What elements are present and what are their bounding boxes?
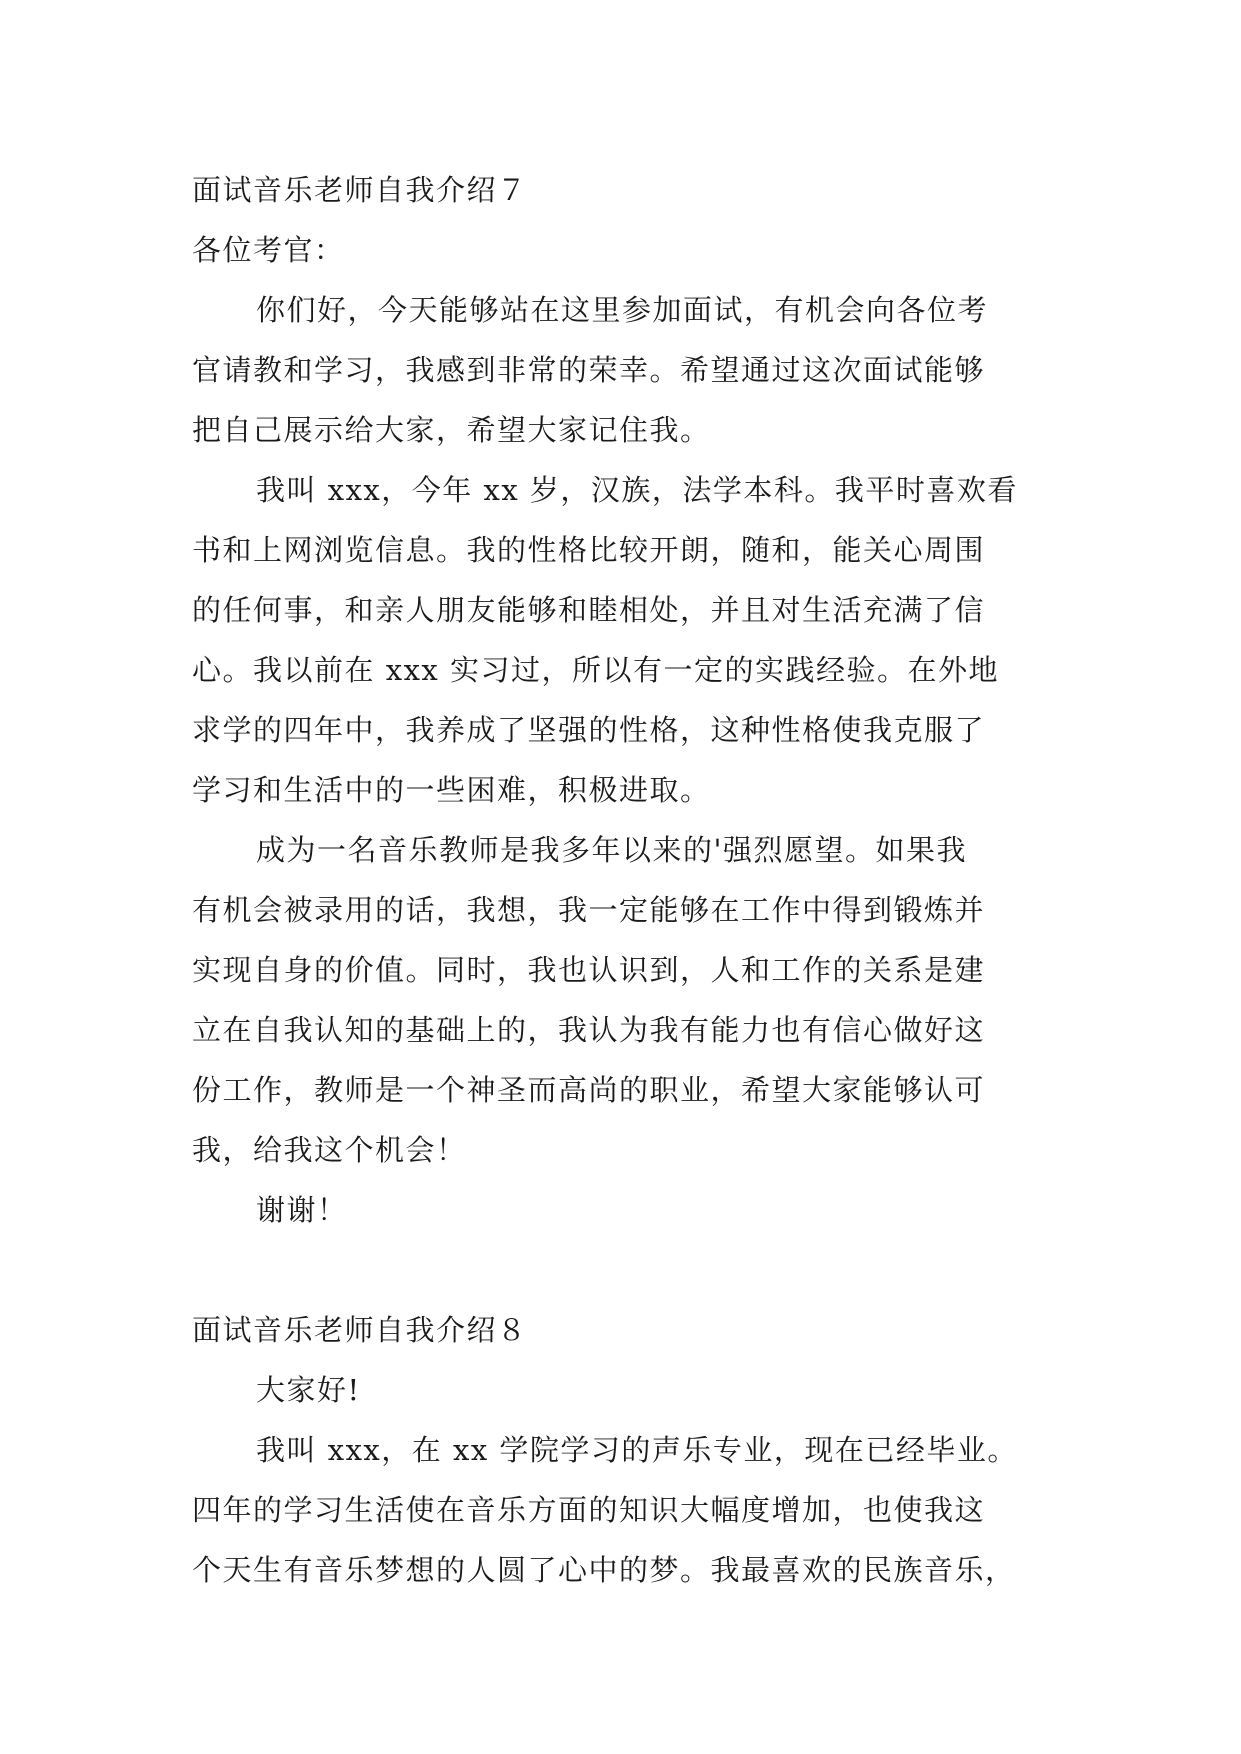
- text-line: 四年的学习生活使在音乐方面的知识大幅度增加，也使我这: [192, 1493, 986, 1527]
- text-line: 实现自身的价值。同时，我也认识到，人和工作的关系是建: [192, 953, 986, 987]
- text-line: 心。我以前在 xxx 实习过，所以有一定的实践经验。在外地: [192, 653, 1000, 687]
- text-line: 我叫 xxx，今年 xx 岁，汉族，法学本科。我平时喜欢看: [256, 473, 1018, 507]
- text-line: 学习和生活中的一些困难，积极进取。: [192, 773, 711, 807]
- section-8-paragraph-1: [192, 1420, 1052, 1600]
- text-line: 你们好，今天能够站在这里参加面试，有机会向各位考: [256, 293, 989, 327]
- text-line: 有机会被录用的话，我想，我一定能够在工作中得到锻炼并: [192, 893, 986, 927]
- document-page: [192, 160, 1052, 1600]
- text-line: 的任何事，和亲人朋友能够和睦相处，并且对生活充满了信: [192, 593, 986, 627]
- text-line: 个天生有音乐梦想的人圆了心中的梦。我最喜欢的民族音乐，: [192, 1553, 1016, 1587]
- section-8-greeting: 大家好!: [256, 1373, 361, 1407]
- section-7-salutation: 各位考官：: [192, 233, 345, 267]
- section-8-title: 面试音乐老师自我介绍８: [192, 1313, 528, 1347]
- section-7-paragraph-3: [192, 820, 1052, 1180]
- text-line: 书和上网浏览信息。我的性格比较开朗，随和，能关心周围: [192, 533, 986, 567]
- text-line: 把自己展示给大家，希望大家记住我。: [192, 413, 711, 447]
- text-line: 官请教和学习，我感到非常的荣幸。希望通过这次面试能够: [192, 353, 986, 387]
- text-line: 成为一名音乐教师是我多年以来的'强烈愿望。如果我: [256, 833, 967, 867]
- section-7-title: 面试音乐老师自我介绍７: [192, 173, 528, 207]
- text-line: 立在自我认知的基础上的，我认为我有能力也有信心做好这: [192, 1013, 986, 1047]
- section-7-paragraph-2: [192, 460, 1052, 820]
- section-7-closing: 谢谢！: [256, 1193, 348, 1227]
- text-line: 我叫 xxx，在 xx 学院学习的声乐专业，现在已经毕业。: [256, 1433, 1018, 1467]
- text-line: 求学的四年中，我养成了坚强的性格，这种性格使我克服了: [192, 713, 986, 747]
- text-line: 份工作，教师是一个神圣而高尚的职业，希望大家能够认可: [192, 1073, 986, 1107]
- section-divider-space: [192, 1240, 1052, 1300]
- section-7-paragraph-1: [192, 280, 1052, 460]
- text-line: 我，给我这个机会！: [192, 1133, 467, 1167]
